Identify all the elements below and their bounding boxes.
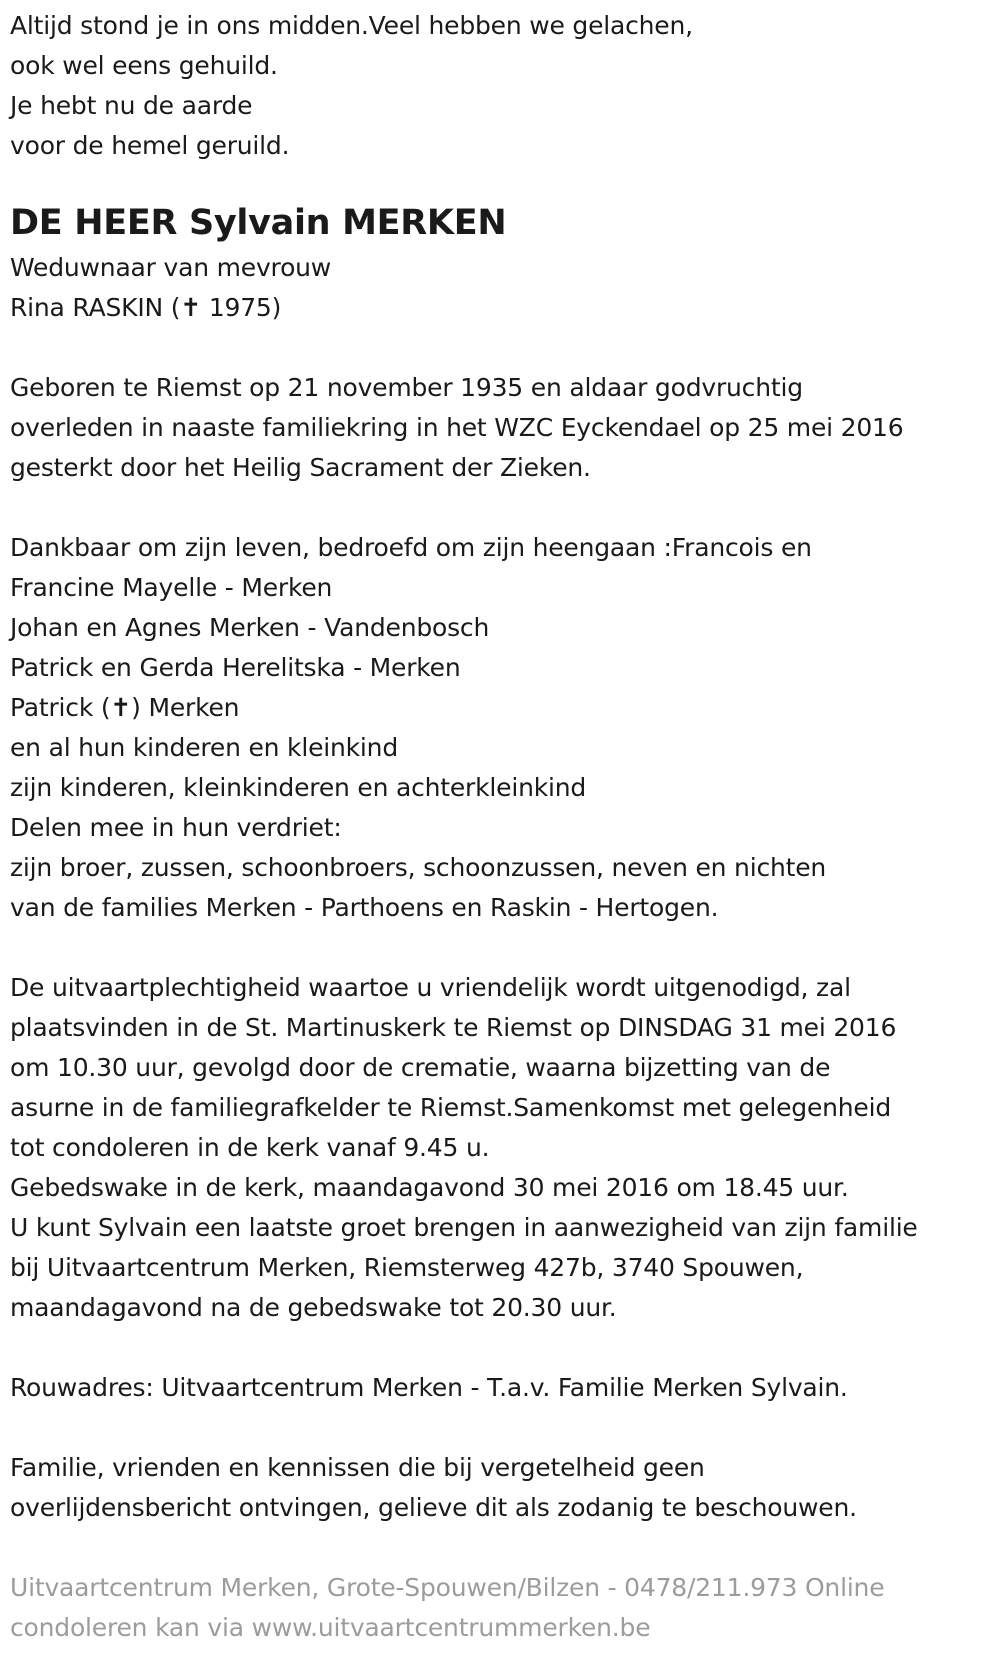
ceremony-line: om 10.30 uur, gevolgd door de crematie, waarna bijzetting van de — [10, 1053, 831, 1082]
birth-death-line: Geboren te Riemst op 21 november 1935 en aldaar godvruchtig — [10, 373, 803, 402]
family-line: en al hun kinderen en kleinkind — [10, 733, 398, 762]
funeral-home-footer — [10, 1568, 990, 1648]
family-line: Francine Mayelle - Merken — [10, 573, 333, 602]
family-line: Patrick (✝) Merken — [10, 693, 240, 722]
spouse-line: Rina RASKIN (✝ 1975) — [10, 293, 282, 322]
family-line: zijn kinderen, kleinkinderen en achterkleinkind — [10, 773, 587, 802]
ceremony-line: Gebedswake in de kerk, maandagavond 30 mei 2016 om 18.45 uur. — [10, 1173, 849, 1202]
footer-line: condoleren kan via www.uitvaartcentrummerken.be — [10, 1613, 651, 1642]
ceremony-line: asurne in de familiegrafkelder te Riemst.Samenkomst met gelegenheid — [10, 1093, 892, 1122]
family-line: van de families Merken - Parthoens en Raskin - Hertogen. — [10, 893, 719, 922]
ceremony-line: maandagavond na de gebedswake tot 20.30 uur. — [10, 1293, 617, 1322]
ceremony-line: bij Uitvaartcentrum Merken, Riemsterweg 427b, 3740 Spouwen, — [10, 1253, 804, 1282]
notice-line: overlijdensbericht ontvingen, gelieve dit als zodanig te beschouwen. — [10, 1493, 857, 1522]
family-line: Delen mee in hun verdriet: — [10, 813, 342, 842]
address-line: Rouwadres: Uitvaartcentrum Merken - T.a.v. Familie Merken Sylvain. — [10, 1373, 848, 1402]
notice-text — [10, 1448, 990, 1528]
family-line: Dankbaar om zijn leven, bedroefd om zijn heengaan :Francois en — [10, 533, 812, 562]
family-line: zijn broer, zussen, schoonbroers, schoonzussen, neven en nichten — [10, 853, 827, 882]
ceremony-line: tot condoleren in de kerk vanaf 9.45 u. — [10, 1133, 490, 1162]
birth-death-line: overleden in naaste familiekring in het WZC Eyckendael op 25 mei 2016 — [10, 413, 904, 442]
family-line: Patrick en Gerda Herelitska - Merken — [10, 653, 461, 682]
family-line: Johan en Agnes Merken - Vandenbosch — [10, 613, 490, 642]
poem — [10, 6, 990, 166]
birth-death-line: gesterkt door het Heilig Sacrament der Zieken. — [10, 453, 591, 482]
mourning-address — [10, 1368, 990, 1408]
ceremony-info — [10, 968, 990, 1328]
family-list — [10, 528, 990, 928]
ceremony-line: plaatsvinden in de St. Martinuskerk te Riemst op DINSDAG 31 mei 2016 — [10, 1013, 897, 1042]
poem-line: Altijd stond je in ons midden.Veel hebben we gelachen, — [10, 11, 693, 40]
obituary-notice — [10, 6, 990, 1648]
spouse-line: Weduwnaar van mevrouw — [10, 253, 332, 282]
ceremony-line: De uitvaartplechtigheid waartoe u vriendelijk wordt uitgenodigd, zal — [10, 973, 851, 1002]
footer-line: Uitvaartcentrum Merken, Grote-Spouwen/Bilzen - 0478/211.973 Online — [10, 1573, 885, 1602]
birth-death-info — [10, 368, 990, 488]
poem-line: ook wel eens gehuild. — [10, 51, 278, 80]
ceremony-line: U kunt Sylvain een laatste groet brengen in aanwezigheid van zijn familie — [10, 1213, 918, 1242]
deceased-name-heading: DE HEER Sylvain MERKEN — [10, 203, 507, 243]
spouse-info — [10, 248, 990, 328]
poem-line: Je hebt nu de aarde — [10, 91, 253, 120]
poem-line: voor de hemel geruild. — [10, 131, 290, 160]
notice-line: Familie, vrienden en kennissen die bij vergetelheid geen — [10, 1453, 705, 1482]
